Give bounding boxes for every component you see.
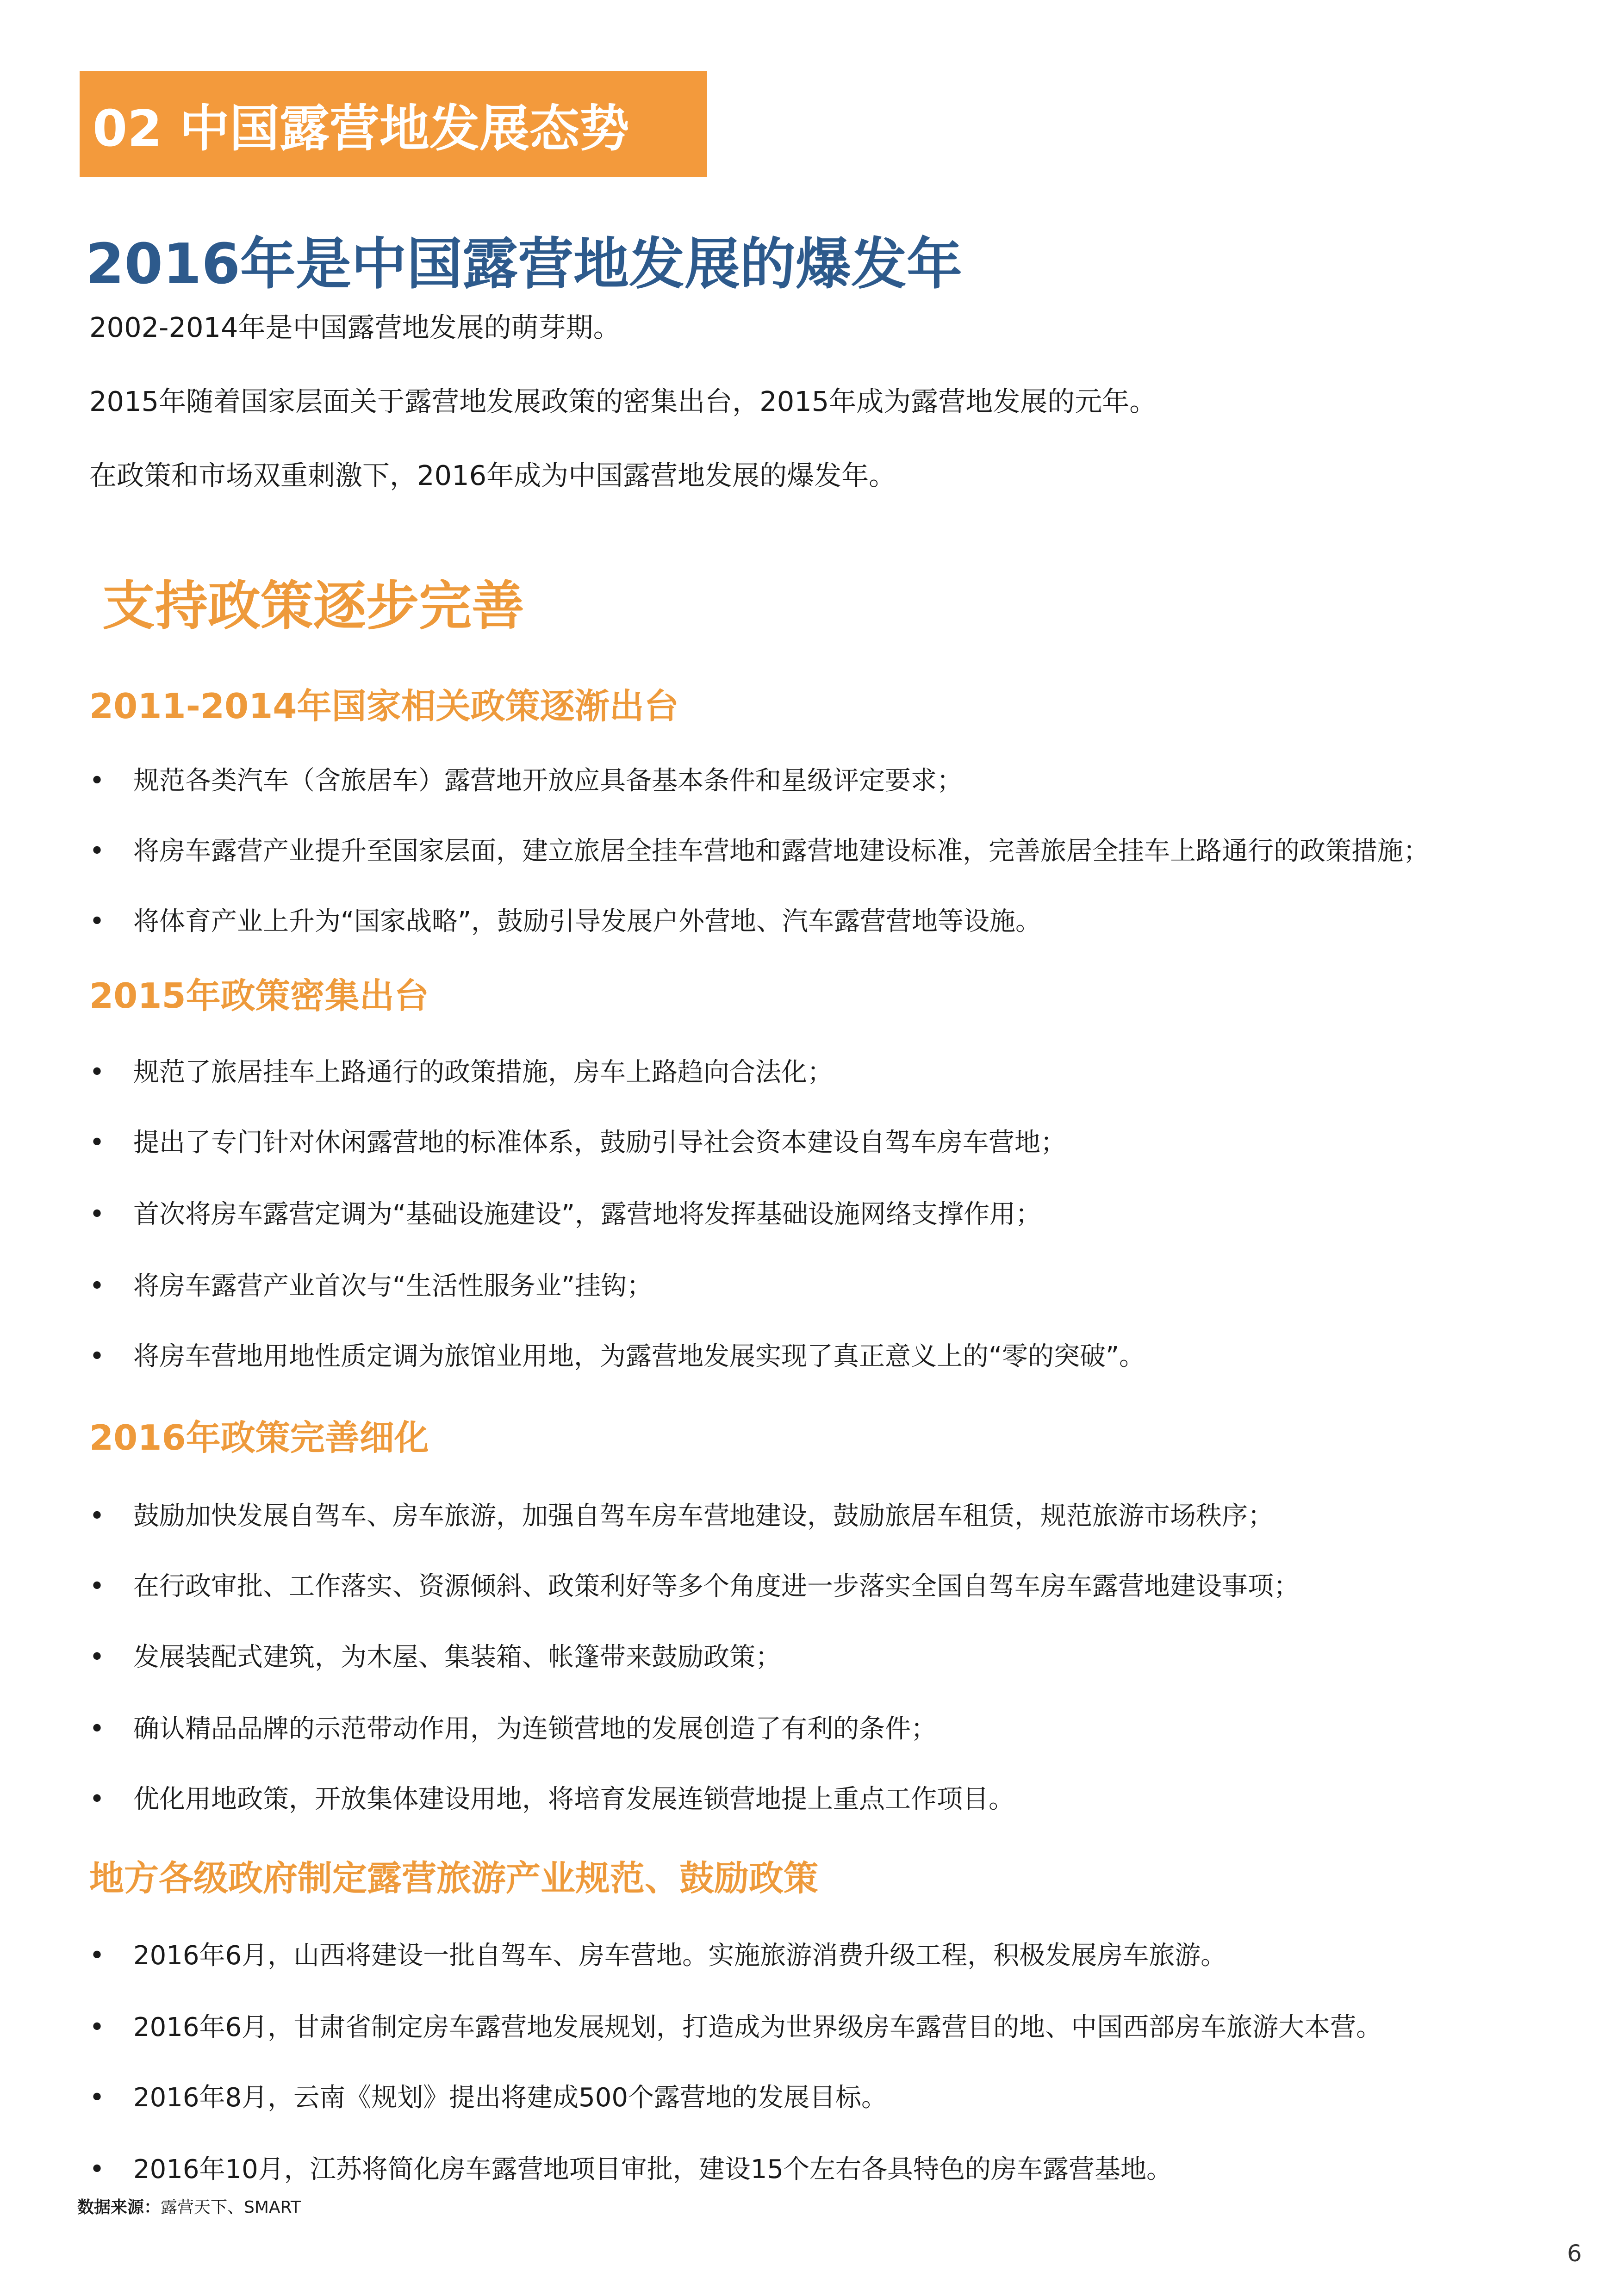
list-item-text: 在行政审批、工作落实、资源倾斜、政策利好等多个角度进一步落实全国自驾车房车露营地建设事项； <box>133 1571 1300 1601</box>
bullet-icon: • <box>89 1128 105 1158</box>
bullet-icon: • <box>89 1271 105 1301</box>
list-item <box>89 1266 653 1303</box>
list-item-text: 2016年6月，山西将建设一批自驾车、房车营地。实施旅游消费升级工程，积极发展房车旅游。 <box>133 1941 1227 1971</box>
section-banner: 02 中国露营地发展态势 <box>80 71 707 177</box>
bullet-icon: • <box>89 1341 105 1371</box>
list-item <box>89 2007 1382 2044</box>
list-item-text: 将房车露营产业首次与“生活性服务业”挂钩； <box>133 1271 653 1301</box>
list-item <box>89 1935 1226 1972</box>
bullet-icon: • <box>89 836 105 866</box>
list-item-text: 提出了专门针对休闲露营地的标准体系，鼓励引导社会资本建设自驾车房车营地； <box>133 1128 1066 1158</box>
list-item <box>89 1122 1066 1159</box>
bullet-icon: • <box>89 1642 105 1672</box>
bullet-icon: • <box>89 906 105 937</box>
subsection-title: 2011-2014年国家相关政策逐渐出台 <box>89 686 679 726</box>
bullet-icon: • <box>89 1199 105 1229</box>
intro-line: 在政策和市场双重刺激下，2016年成为中国露营地发展的爆发年。 <box>89 459 896 491</box>
list-item-text: 2016年8月，云南《规划》提出将建成500个露营地的发展目标。 <box>133 2083 888 2113</box>
bullet-icon: • <box>89 2154 105 2184</box>
bullet-icon: • <box>89 1941 105 1971</box>
list-item-text: 规范了旅居挂车上路通行的政策措施，房车上路趋向合法化； <box>133 1057 833 1087</box>
page-number: 6 <box>1567 2240 1582 2267</box>
bullet-icon: • <box>89 2083 105 2113</box>
list-item-text: 将房车营地用地性质定调为旅馆业用地，为露营地发展实现了真正意义上的“零的突破”。 <box>133 1341 1145 1371</box>
list-item-text: 鼓励加快发展自驾车、房车旅游，加强自驾车房车营地建设，鼓励旅居车租赁，规范旅游市场秩序； <box>133 1501 1274 1531</box>
list-item <box>89 1052 833 1089</box>
bullet-icon: • <box>89 1784 105 1814</box>
list-item <box>89 1566 1300 1603</box>
bullet-icon: • <box>89 766 105 796</box>
subsection-title: 2015年政策密集出台 <box>89 975 429 1016</box>
bullet-icon: • <box>89 1501 105 1531</box>
list-item-text: 2016年6月，甘肃省制定房车露营地发展规划，打造成为世界级房车露营目的地、中国西部房车旅游大本营。 <box>133 2012 1382 2042</box>
list-item-text: 规范各类汽车（含旅居车）露营地开放应具备基本条件和星级评定要求； <box>133 766 963 796</box>
list-item <box>89 1779 1014 1816</box>
page-heading: 2016年是中国露营地发展的爆发年 <box>86 232 962 297</box>
list-item <box>89 2077 887 2114</box>
list-item <box>89 831 1429 868</box>
list-item <box>89 1194 1041 1231</box>
list-item-text: 将体育产业上升为“国家战略”，鼓励引导发展户外营地、汽车露营营地等设施。 <box>133 906 1042 937</box>
list-item <box>89 1708 937 1745</box>
list-item-text: 首次将房车露营定调为“基础设施建设”，露营地将发挥基础设施网络支撑作用； <box>133 1199 1042 1229</box>
bullet-icon: • <box>89 1057 105 1087</box>
list-item <box>89 901 1041 938</box>
list-item-text: 确认精品品牌的示范带动作用，为连锁营地的发展创造了有利的条件； <box>133 1714 937 1744</box>
intro-line: 2015年随着国家层面关于露营地发展政策的密集出台，2015年成为露营地发展的元年。 <box>89 385 1157 417</box>
list-item <box>89 1637 781 1674</box>
data-source-label: 数据来源： <box>77 2198 161 2217</box>
list-item <box>89 760 963 797</box>
policy-heading: 支持政策逐步完善 <box>102 575 525 637</box>
subsection-title: 2016年政策完善细化 <box>89 1417 429 1458</box>
subsection-title: 地方各级政府制定露营旅游产业规范、鼓励政策 <box>89 1858 819 1899</box>
list-item-text: 将房车露营产业提升至国家层面，建立旅居全挂车营地和露营地建设标准，完善旅居全挂车上路通行的政策措施； <box>133 836 1429 866</box>
intro-line: 2002-2014年是中国露营地发展的萌芽期。 <box>89 311 621 343</box>
data-source-text: 露营天下、SMART <box>161 2198 301 2217</box>
data-source <box>77 2194 301 2218</box>
list-item <box>89 1336 1145 1373</box>
bullet-icon: • <box>89 1571 105 1601</box>
list-item <box>89 1496 1274 1533</box>
list-item-text: 优化用地政策，开放集体建设用地，将培育发展连锁营地提上重点工作项目。 <box>133 1784 1014 1814</box>
bullet-icon: • <box>89 2012 105 2042</box>
list-item-text: 2016年10月，江苏将简化房车露营地项目审批，建设15个左右各具特色的房车露营基地。 <box>133 2154 1173 2184</box>
bullet-icon: • <box>89 1714 105 1744</box>
list-item-text: 发展装配式建筑，为木屋、集装箱、帐篷带来鼓励政策； <box>133 1642 781 1672</box>
list-item <box>89 2149 1172 2186</box>
